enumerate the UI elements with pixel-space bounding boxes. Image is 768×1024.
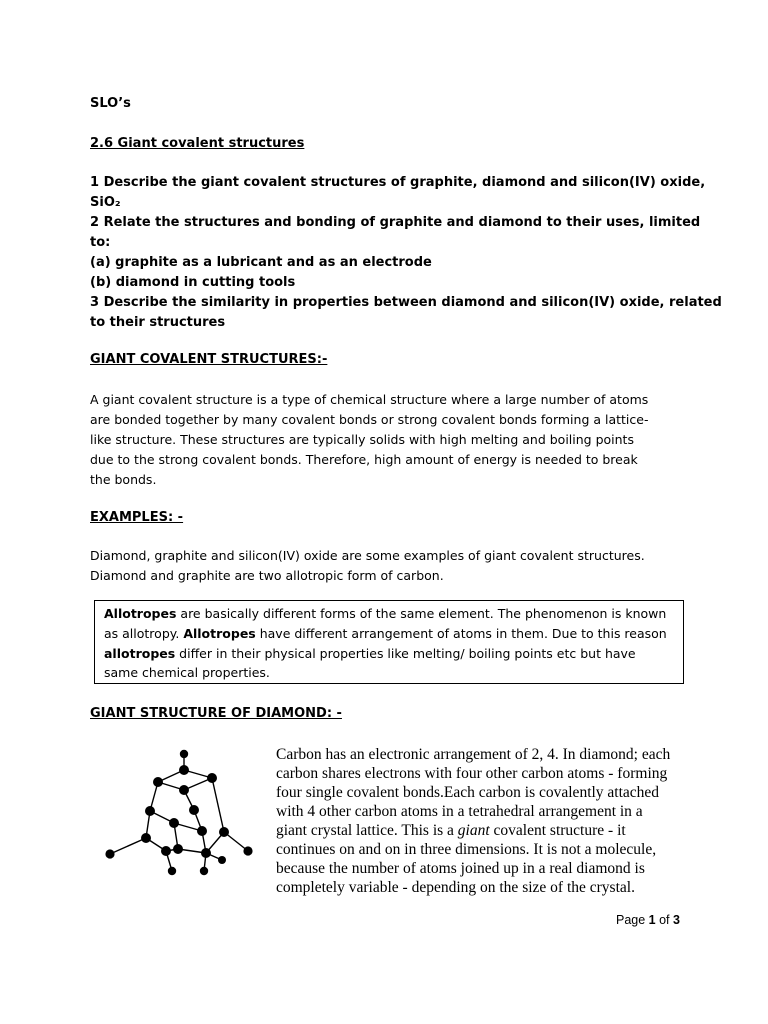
section-title: 2.6 Giant covalent structures [90,136,305,151]
allotropes-definition-box [94,600,684,684]
box-text: differ in their physical properties like melting/ boiling points etc but have [175,646,636,661]
objective-line: 2 Relate the structures and bonding of graphite and diamond to their uses, limited [90,215,701,230]
description-line: with 4 other carbon atoms in a tetrahedral arrangement in a [276,803,643,820]
paragraph-line: like structure. These structures are typically solids with high melting and boiling points [90,432,634,447]
allotropes-term: allotropes [104,646,176,661]
objective-line: to their structures [90,315,226,330]
box-line: same chemical properties. [104,665,270,680]
paragraph-line: A giant covalent structure is a type of chemical structure where a large number of atoms [90,392,649,407]
description-line: Carbon has an electronic arrangement of 2, 4. In diamond; each [276,746,671,763]
paragraph-line: the bonds. [90,472,157,487]
allotropes-term: Allotropes [104,606,177,621]
objective-line: 1 Describe the giant covalent structures of graphite, diamond and silicon(IV) oxide, [90,175,706,190]
description-line [276,822,626,840]
objective-line: (b) diamond in cutting tools [90,275,296,290]
paragraph-line: are bonded together by many covalent bonds or strong covalent bonds forming a lattice- [90,412,649,427]
paragraph-line: Diamond and graphite are two allotropic form of carbon. [90,568,444,583]
giant-covalent-heading: GIANT COVALENT STRUCTURES:- [90,352,328,367]
footer-text: of [655,913,673,927]
total-pages: 3 [673,913,680,927]
box-text: have different arrangement of atoms in them. Due to this reason [255,626,667,641]
giant-italic: giant [457,822,490,839]
box-text: are basically different forms of the same element. The phenomenon is known [176,606,667,621]
description-line: completely variable - depending on the size of the crystal. [276,879,635,896]
description-line: four single covalent bonds.Each carbon is covalently attached [276,784,660,801]
description-line: continues on and on in three dimensions. It is not a molecule, [276,841,657,858]
page-number-footer [616,913,680,927]
box-line [104,606,666,622]
diamond-lattice-diagram [98,746,258,886]
paragraph-line: due to the strong covalent bonds. Therefore, high amount of energy is needed to break [90,452,638,467]
diamond-heading: GIANT STRUCTURE OF DIAMOND: - [90,706,342,721]
allotropes-term: Allotropes [183,626,256,641]
description-text: covalent structure - it [489,822,626,839]
description-line: because the number of atoms joined up in a real diamond is [276,860,645,877]
objective-line: to: [90,235,111,250]
box-text: as allotropy. [104,626,184,641]
objective-line: (a) graphite as a lubricant and as an electrode [90,255,432,270]
current-page: 1 [648,913,656,927]
objective-line: 3 Describe the similarity in properties between diamond and silicon(IV) oxide, related [90,295,722,310]
box-line [104,646,636,662]
box-line [104,626,667,642]
slos-title: SLO’s [90,96,131,111]
objective-line: SiO₂ [90,195,121,210]
footer-text: Page [616,913,649,927]
description-line: carbon shares electrons with four other carbon atoms - forming [276,765,668,782]
paragraph-line: Diamond, graphite and silicon(IV) oxide are some examples of giant covalent structures. [90,548,645,563]
examples-heading: EXAMPLES: - [90,510,184,525]
description-text: giant crystal lattice. This is a [276,822,458,839]
